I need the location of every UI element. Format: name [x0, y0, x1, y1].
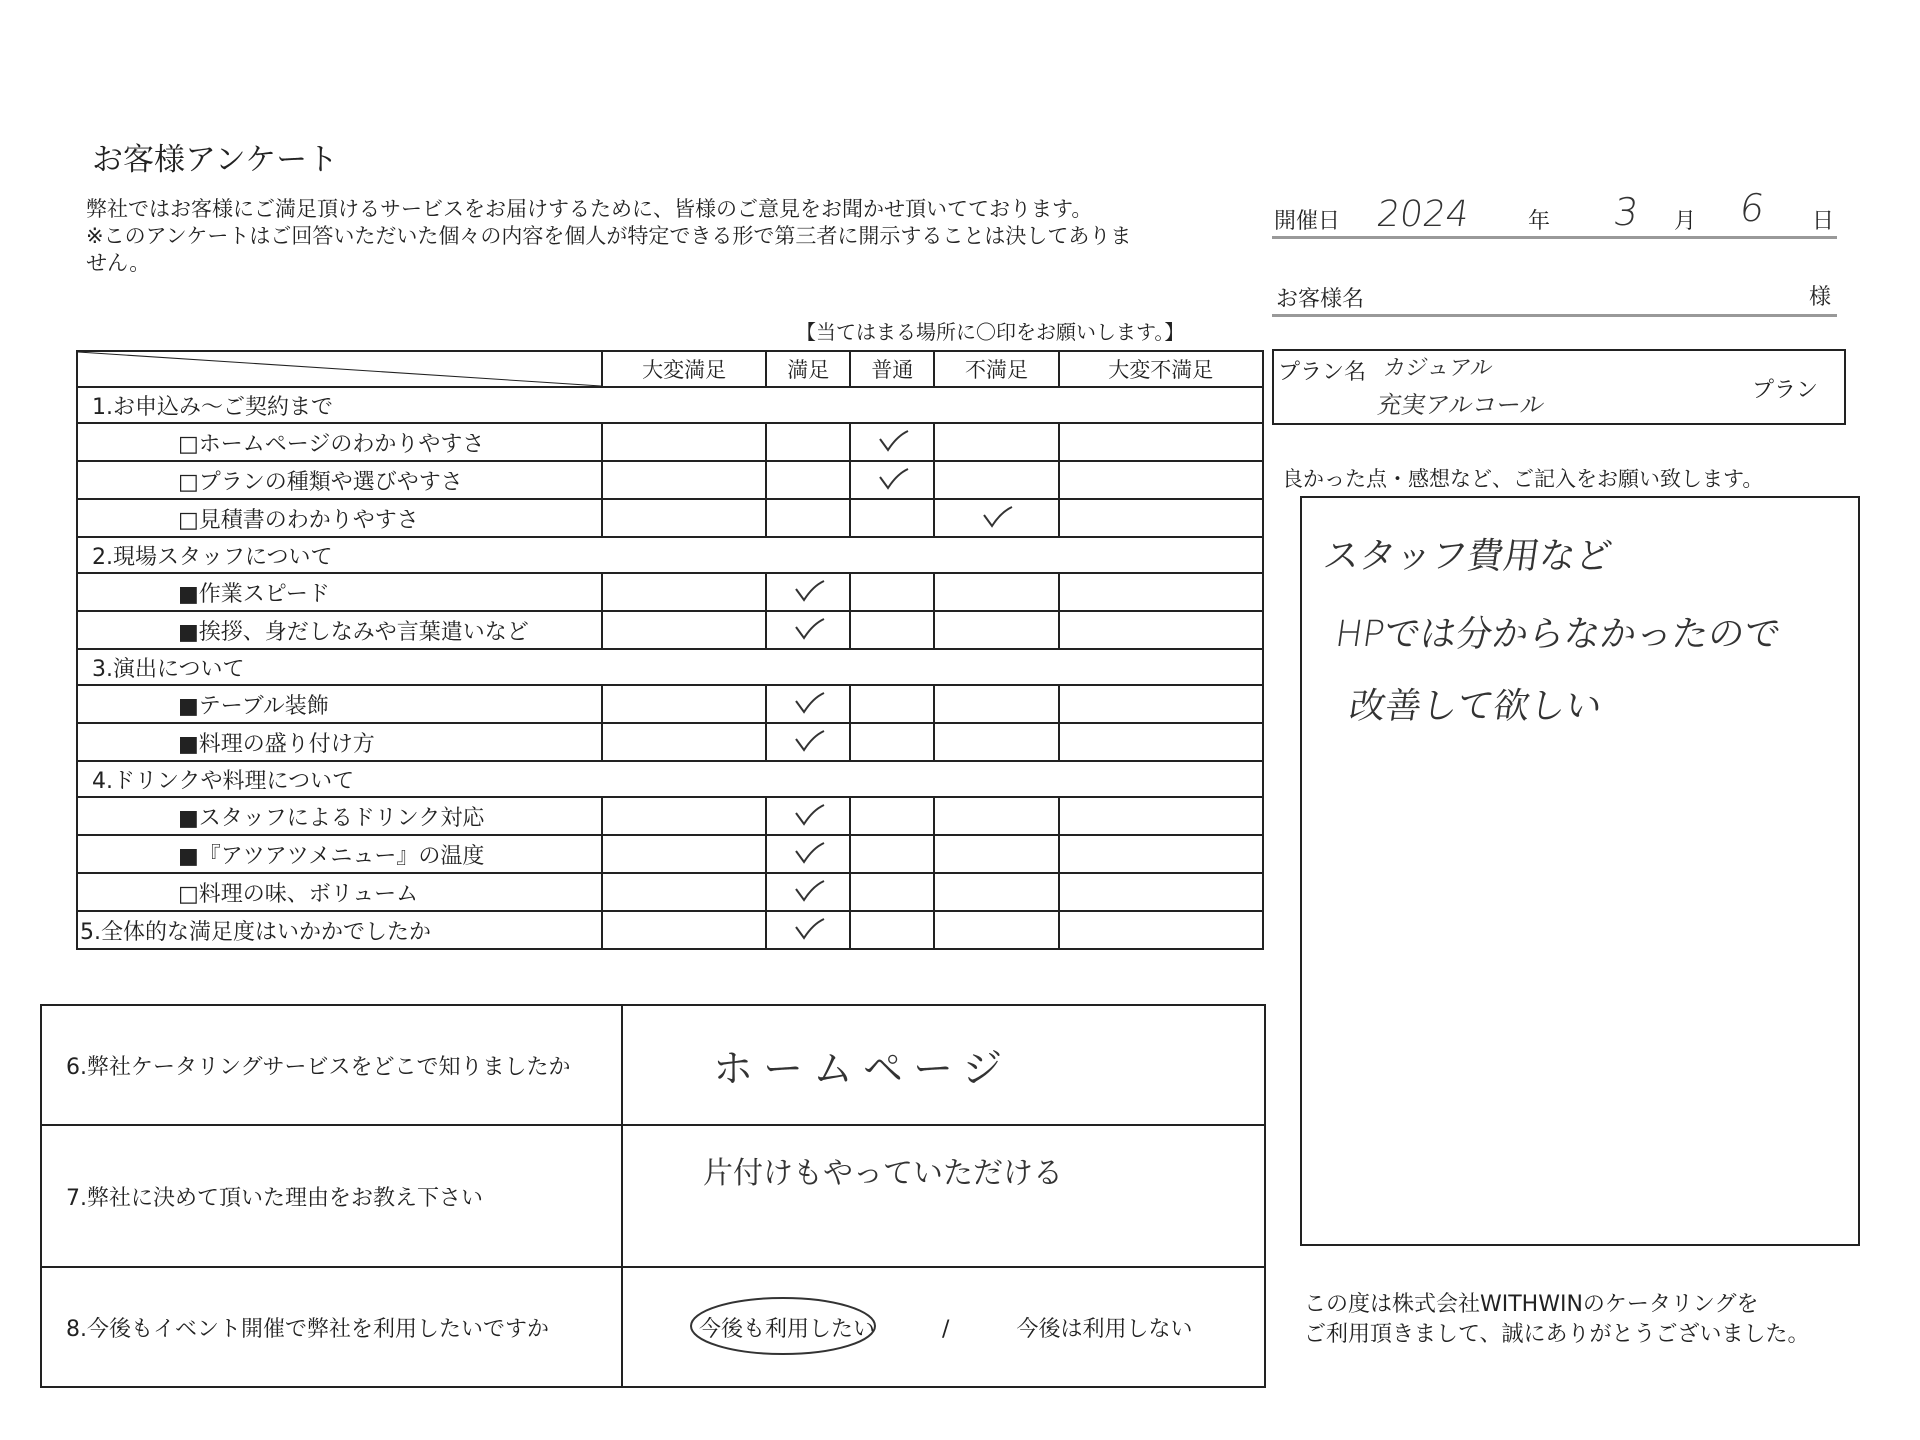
comment-label: 良かった点・感想など、ご記入をお願い致します。	[1282, 467, 1764, 491]
column-header: 不満足	[934, 351, 1058, 387]
column-header: 大変満足	[602, 351, 766, 387]
rating-cell-0[interactable]	[602, 573, 766, 611]
q8-separator: /	[942, 1316, 950, 1342]
rating-cell-4[interactable]	[1059, 873, 1263, 911]
rating-cell-3[interactable]	[934, 685, 1058, 723]
rating-cell-1[interactable]	[766, 911, 850, 949]
q7-answer-cell[interactable]	[622, 1125, 1265, 1267]
section-row	[77, 649, 1263, 685]
rating-cell-1[interactable]	[766, 835, 850, 873]
thanks-line-2: ご利用頂きまして、誠にありがとうございました。	[1304, 1322, 1810, 1347]
thanks-message	[1304, 1290, 1810, 1350]
rating-cell-2[interactable]	[850, 835, 934, 873]
plan-value-line1: カジュアル	[1381, 356, 1495, 381]
year-unit: 年	[1528, 209, 1551, 234]
checkmark-icon	[793, 843, 823, 861]
rating-cell-4[interactable]	[1059, 911, 1263, 949]
customer-label: お客様名	[1276, 287, 1365, 312]
rating-cell-2[interactable]	[850, 611, 934, 649]
rating-cell-3[interactable]	[934, 873, 1058, 911]
comment-box[interactable]	[1300, 496, 1860, 1246]
rating-cell-3[interactable]	[934, 461, 1058, 499]
intro-line-3: せん。	[86, 251, 151, 275]
checkmark-icon	[793, 619, 823, 637]
section-title: 3.演出について	[77, 649, 1263, 685]
rating-cell-1[interactable]	[766, 573, 850, 611]
q8-answer-cell	[622, 1267, 1265, 1387]
section-row	[77, 387, 1263, 423]
rating-item-label: □プランの種類や選びやすさ	[77, 461, 602, 499]
rating-item-label: ■料理の盛り付け方	[77, 723, 602, 761]
section-title: 4.ドリンクや料理について	[77, 761, 1263, 797]
thanks-line-1: この度は株式会社WITHWINのケータリングを	[1304, 1292, 1759, 1317]
q7-answer: 片付けもやっていただける	[703, 1156, 1063, 1191]
rating-cell-4[interactable]	[1059, 499, 1263, 537]
comment-line-3: 改善して欲しい	[1346, 686, 1605, 727]
rating-cell-3[interactable]	[934, 499, 1058, 537]
rating-cell-1[interactable]	[766, 873, 850, 911]
rating-cell-4[interactable]	[1059, 685, 1263, 723]
q8-label: 8.今後もイベント開催で弊社を利用したいですか	[41, 1267, 622, 1387]
rating-cell-3[interactable]	[934, 911, 1058, 949]
rating-cell-0[interactable]	[602, 911, 766, 949]
rating-cell-2[interactable]	[850, 797, 934, 835]
rating-row	[77, 423, 1263, 461]
column-header: 満足	[766, 351, 850, 387]
section-title: 2.現場スタッフについて	[77, 537, 1263, 573]
rating-row	[77, 573, 1263, 611]
question-row-7	[41, 1125, 1265, 1267]
day-value[interactable]: 6	[1736, 186, 1768, 230]
rating-cell-4[interactable]	[1059, 723, 1263, 761]
rating-header-row	[77, 351, 1263, 387]
rating-row	[77, 723, 1263, 761]
rating-cell-3[interactable]	[934, 723, 1058, 761]
rating-cell-4[interactable]	[1059, 797, 1263, 835]
rating-item-label: □料理の味、ボリューム	[77, 873, 602, 911]
rating-item-label: ■作業スピード	[77, 573, 602, 611]
question-row-8	[41, 1267, 1265, 1387]
q8-option-yes-label: 今後も利用したい	[699, 1316, 876, 1342]
rating-cell-2[interactable]	[850, 461, 934, 499]
selection-circle-icon	[685, 1290, 885, 1360]
rating-cell-1[interactable]	[766, 423, 850, 461]
rating-cell-0[interactable]	[602, 611, 766, 649]
plan-suffix: プラン	[1751, 378, 1818, 403]
rating-item-label: □ホームページのわかりやすさ	[77, 423, 602, 461]
checkmark-icon	[793, 919, 823, 937]
plan-field[interactable]	[1272, 349, 1846, 425]
q7-label: 7.弊社に決めて頂いた理由をお教え下さい	[41, 1125, 622, 1267]
rating-cell-3[interactable]	[934, 835, 1058, 873]
rating-cell-4[interactable]	[1059, 611, 1263, 649]
satisfaction-table	[76, 350, 1264, 950]
section-row	[77, 537, 1263, 573]
rating-item-label: ■テーブル装飾	[77, 685, 602, 723]
date-field	[1272, 186, 1837, 239]
rating-cell-4[interactable]	[1059, 573, 1263, 611]
rating-cell-0[interactable]	[602, 499, 766, 537]
q6-label: 6.弊社ケータリングサービスをどこで知りましたか	[41, 1005, 622, 1125]
intro-line-1: 弊社ではお客様にご満足頂けるサービスをお届けするために、皆様のご意見をお聞かせ頂いてております。	[86, 197, 1093, 221]
checkmark-icon	[877, 431, 907, 449]
rating-cell-4[interactable]	[1059, 835, 1263, 873]
q6-answer-cell[interactable]	[622, 1005, 1265, 1125]
rating-row	[77, 873, 1263, 911]
rating-cell-0[interactable]	[602, 797, 766, 835]
instruction-text: 【当てはまる場所に〇印をお願いします。】	[796, 320, 1185, 344]
comment-line-1: スタッフ費用など	[1320, 536, 1615, 577]
rating-cell-3[interactable]	[934, 611, 1058, 649]
section-title: 1.お申込み～ご契約まで	[77, 387, 1263, 423]
rating-cell-1[interactable]	[766, 461, 850, 499]
comment-line-2: HPでは分からなかったので	[1332, 614, 1784, 655]
checkmark-icon	[793, 881, 823, 899]
year-value[interactable]: 2024	[1374, 194, 1472, 235]
checkmark-icon	[793, 805, 823, 823]
rating-cell-0[interactable]	[602, 835, 766, 873]
customer-suffix: 様	[1808, 285, 1831, 310]
section-row	[77, 761, 1263, 797]
rating-row	[77, 611, 1263, 649]
rating-cell-1[interactable]	[766, 499, 850, 537]
month-unit: 月	[1674, 209, 1697, 234]
rating-cell-2[interactable]	[850, 499, 934, 537]
q8-option-yes[interactable]	[699, 1312, 875, 1343]
column-header: 普通	[850, 351, 934, 387]
rating-cell-0[interactable]	[602, 461, 766, 499]
day-unit: 日	[1812, 209, 1835, 234]
question-row-6	[41, 1005, 1265, 1125]
q8-option-no[interactable]: 今後は利用しない	[1016, 1316, 1193, 1342]
q6-answer: ホームページ	[713, 1045, 1013, 1092]
column-header: 大変不満足	[1059, 351, 1263, 387]
rating-item-label: □見積書のわかりやすさ	[77, 499, 602, 537]
rating-row	[77, 461, 1263, 499]
checkmark-icon	[877, 469, 907, 487]
rating-cell-3[interactable]	[934, 797, 1058, 835]
checkmark-icon	[793, 581, 823, 599]
rating-cell-0[interactable]	[602, 873, 766, 911]
checkmark-icon	[793, 693, 823, 711]
rating-cell-2[interactable]	[850, 873, 934, 911]
rating-cell-2[interactable]	[850, 911, 934, 949]
rating-cell-2[interactable]	[850, 685, 934, 723]
plan-label: プラン名	[1278, 360, 1367, 385]
rating-cell-1[interactable]	[766, 685, 850, 723]
rating-item-label: 5.全体的な満足度はいかかでしたか	[77, 911, 602, 949]
rating-cell-2[interactable]	[850, 573, 934, 611]
header-corner	[77, 351, 602, 387]
rating-cell-1[interactable]	[766, 723, 850, 761]
rating-row	[77, 499, 1263, 537]
rating-cell-0[interactable]	[602, 723, 766, 761]
survey-title: お客様アンケート	[92, 142, 339, 178]
rating-cell-0[interactable]	[602, 423, 766, 461]
rating-row	[77, 835, 1263, 873]
rating-item-label: ■挨拶、身だしなみや言葉遣いなど	[77, 611, 602, 649]
rating-cell-2[interactable]	[850, 423, 934, 461]
rating-row	[77, 685, 1263, 723]
date-label: 開催日	[1274, 209, 1341, 234]
rating-row	[77, 797, 1263, 835]
rating-cell-3[interactable]	[934, 573, 1058, 611]
rating-cell-2[interactable]	[850, 723, 934, 761]
plan-value-line2: 充実アルコール	[1375, 391, 1547, 419]
rating-item-label: ■スタッフによるドリンク対応	[77, 797, 602, 835]
checkmark-icon	[981, 507, 1011, 525]
rating-cell-1[interactable]	[766, 611, 850, 649]
rating-cell-4[interactable]	[1059, 423, 1263, 461]
rating-cell-1[interactable]	[766, 797, 850, 835]
intro-text	[86, 196, 1236, 277]
questions-table	[40, 1004, 1266, 1388]
rating-row	[77, 911, 1263, 949]
rating-item-label: ■『アツアツメニュー』の温度	[77, 835, 602, 873]
month-value[interactable]: 3	[1610, 190, 1642, 234]
rating-cell-0[interactable]	[602, 685, 766, 723]
customer-name-field[interactable]	[1272, 276, 1837, 317]
intro-line-2: ※このアンケートはご回答いただいた個々の内容を個人が特定できる形で第三者に開示することは決してありま	[86, 224, 1132, 248]
rating-cell-4[interactable]	[1059, 461, 1263, 499]
checkmark-icon	[793, 731, 823, 749]
rating-cell-3[interactable]	[934, 423, 1058, 461]
